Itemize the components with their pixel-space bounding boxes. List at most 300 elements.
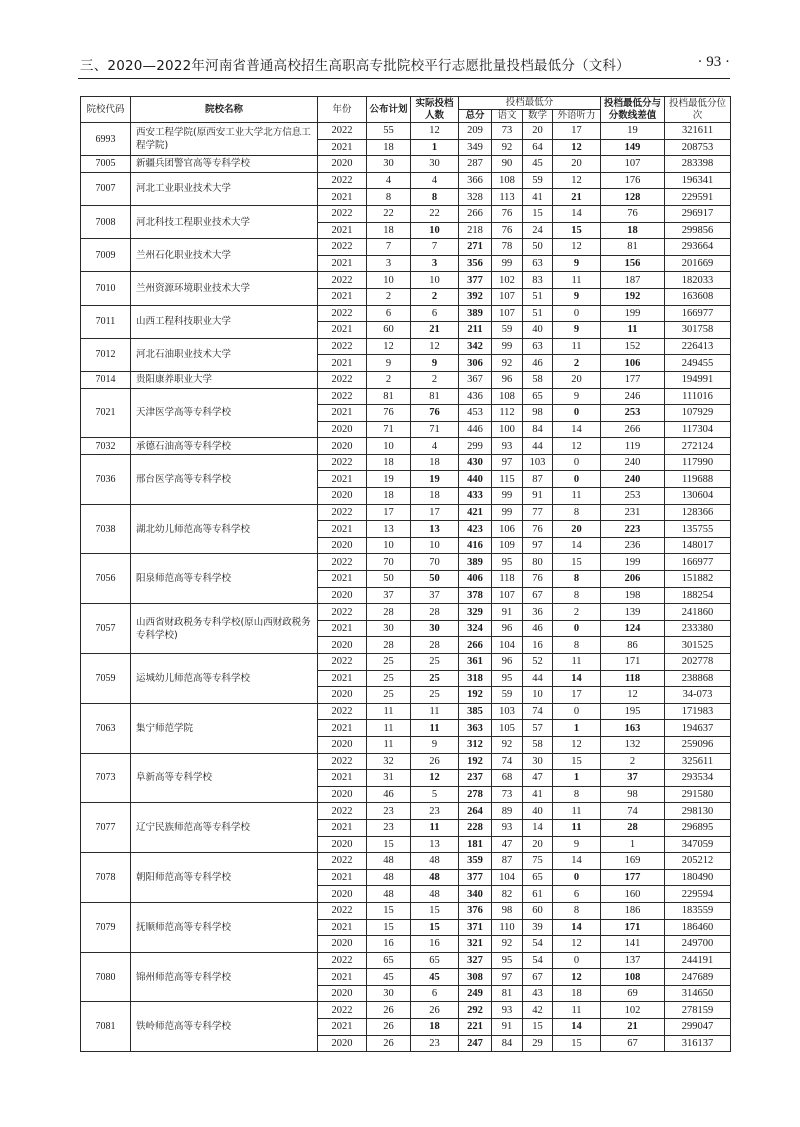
cell-diff: 149 [601, 139, 665, 156]
cell-rank: 291580 [665, 786, 731, 803]
cell-year: 2020 [318, 537, 367, 554]
cell-listening: 11 [553, 803, 601, 820]
cell-listening: 12 [553, 172, 601, 189]
cell-plan: 6 [367, 305, 411, 322]
cell-math: 52 [523, 654, 553, 671]
cell-chinese: 95 [492, 670, 523, 687]
cell-diff: 177 [601, 371, 665, 388]
cell-chinese: 105 [492, 720, 523, 737]
cell-year: 2022 [318, 205, 367, 222]
cell-math: 87 [523, 471, 553, 488]
cell-math: 84 [523, 421, 553, 438]
cell-math: 30 [523, 753, 553, 770]
cell-rank: 298130 [665, 803, 731, 820]
cell-chinese: 89 [492, 803, 523, 820]
cell-chinese: 76 [492, 205, 523, 222]
cell-plan: 76 [367, 405, 411, 422]
school-name: 阜新高等专科学校 [131, 753, 318, 803]
cell-rank: 296895 [665, 819, 731, 836]
school-name: 运城幼儿师范高等专科学校 [131, 654, 318, 704]
cell-plan: 28 [367, 637, 411, 654]
cell-actual: 71 [411, 421, 459, 438]
cell-chinese: 102 [492, 272, 523, 289]
cell-chinese: 97 [492, 454, 523, 471]
cell-actual: 28 [411, 637, 459, 654]
school-code: 7032 [81, 438, 131, 455]
cell-actual: 76 [411, 405, 459, 422]
cell-actual: 6 [411, 305, 459, 322]
cell-rank: 259096 [665, 736, 731, 753]
cell-actual: 2 [411, 288, 459, 305]
cell-total: 377 [459, 869, 492, 886]
cell-year: 2021 [318, 819, 367, 836]
cell-year: 2022 [318, 952, 367, 969]
page-header [80, 54, 730, 76]
cell-chinese: 93 [492, 1002, 523, 1019]
school-code: 7012 [81, 338, 131, 371]
cell-total: 192 [459, 687, 492, 704]
cell-diff: 139 [601, 604, 665, 621]
cell-math: 15 [523, 205, 553, 222]
cell-total: 389 [459, 554, 492, 571]
cell-listening: 0 [553, 305, 601, 322]
table-row [81, 239, 731, 256]
cell-listening: 1 [553, 720, 601, 737]
cell-diff: 124 [601, 620, 665, 637]
cell-listening: 11 [553, 1002, 601, 1019]
cell-listening: 8 [553, 902, 601, 919]
cell-listening: 2 [553, 355, 601, 372]
cell-rank: 117990 [665, 454, 731, 471]
cell-total: 329 [459, 604, 492, 621]
cell-year: 2022 [318, 239, 367, 256]
cell-diff: 171 [601, 919, 665, 936]
cell-actual: 18 [411, 488, 459, 505]
cell-year: 2020 [318, 488, 367, 505]
cell-actual: 70 [411, 554, 459, 571]
school-code: 7081 [81, 1002, 131, 1052]
cell-year: 2022 [318, 703, 367, 720]
cell-year: 2020 [318, 438, 367, 455]
cell-chinese: 92 [492, 736, 523, 753]
cell-total: 430 [459, 454, 492, 471]
cell-total: 361 [459, 654, 492, 671]
cell-rank: 233380 [665, 620, 731, 637]
cell-total: 312 [459, 736, 492, 753]
cell-chinese: 99 [492, 488, 523, 505]
cell-year: 2020 [318, 1035, 367, 1052]
cell-diff: 12 [601, 687, 665, 704]
cell-actual: 50 [411, 571, 459, 588]
cell-chinese: 107 [492, 288, 523, 305]
cell-total: 299 [459, 438, 492, 455]
cell-chinese: 91 [492, 604, 523, 621]
cell-plan: 17 [367, 504, 411, 521]
cell-chinese: 107 [492, 305, 523, 322]
cell-math: 39 [523, 919, 553, 936]
cell-math: 42 [523, 1002, 553, 1019]
cell-plan: 10 [367, 537, 411, 554]
cell-rank: 229594 [665, 886, 731, 903]
cell-diff: 199 [601, 554, 665, 571]
cell-actual: 8 [411, 189, 459, 206]
cell-math: 15 [523, 1019, 553, 1036]
cell-chinese: 106 [492, 521, 523, 538]
cell-year: 2020 [318, 587, 367, 604]
cell-math: 51 [523, 305, 553, 322]
cell-rank: 107929 [665, 405, 731, 422]
school-code: 7010 [81, 272, 131, 305]
cell-plan: 18 [367, 488, 411, 505]
cell-listening: 14 [553, 205, 601, 222]
cell-listening: 11 [553, 272, 601, 289]
cell-chinese: 99 [492, 255, 523, 272]
cell-year: 2021 [318, 1019, 367, 1036]
cell-listening: 15 [553, 1035, 601, 1052]
cell-rank: 244191 [665, 952, 731, 969]
cell-plan: 31 [367, 770, 411, 787]
cell-year: 2022 [318, 654, 367, 671]
school-code: 7059 [81, 654, 131, 704]
cell-plan: 45 [367, 969, 411, 986]
col-header-plan: 公布计划 [367, 97, 411, 123]
cell-chinese: 59 [492, 322, 523, 339]
cell-total: 192 [459, 753, 492, 770]
cell-plan: 70 [367, 554, 411, 571]
cell-diff: 240 [601, 454, 665, 471]
cell-chinese: 59 [492, 687, 523, 704]
school-code: 7063 [81, 703, 131, 753]
cell-diff: 76 [601, 205, 665, 222]
cell-math: 91 [523, 488, 553, 505]
col-header-min-score-group: 投档最低分 [459, 97, 601, 110]
cell-chinese: 92 [492, 355, 523, 372]
cell-listening: 8 [553, 786, 601, 803]
cell-plan: 9 [367, 355, 411, 372]
cell-year: 2021 [318, 770, 367, 787]
cell-listening: 12 [553, 139, 601, 156]
cell-total: 181 [459, 836, 492, 853]
cell-total: 359 [459, 853, 492, 870]
school-code: 7079 [81, 902, 131, 952]
table-row [81, 305, 731, 322]
cell-actual: 3 [411, 255, 459, 272]
cell-actual: 18 [411, 454, 459, 471]
table-row [81, 205, 731, 222]
cell-year: 2022 [318, 272, 367, 289]
cell-listening: 8 [553, 571, 601, 588]
cell-total: 371 [459, 919, 492, 936]
cell-plan: 32 [367, 753, 411, 770]
cell-diff: 67 [601, 1035, 665, 1052]
cell-total: 308 [459, 969, 492, 986]
cell-diff: 152 [601, 338, 665, 355]
cell-math: 45 [523, 156, 553, 173]
cell-math: 40 [523, 803, 553, 820]
cell-actual: 18 [411, 1019, 459, 1036]
cell-diff: 163 [601, 720, 665, 737]
cell-listening: 15 [553, 222, 601, 239]
cell-year: 2021 [318, 255, 367, 272]
cell-diff: 240 [601, 471, 665, 488]
cell-chinese: 99 [492, 338, 523, 355]
cell-year: 2022 [318, 1002, 367, 1019]
cell-year: 2020 [318, 637, 367, 654]
cell-diff: 177 [601, 869, 665, 886]
cell-chinese: 91 [492, 1019, 523, 1036]
cell-plan: 11 [367, 720, 411, 737]
cell-year: 2022 [318, 604, 367, 621]
cell-plan: 18 [367, 454, 411, 471]
cell-total: 446 [459, 421, 492, 438]
cell-chinese: 99 [492, 504, 523, 521]
cell-plan: 48 [367, 853, 411, 870]
cell-total: 287 [459, 156, 492, 173]
cell-rank: 241860 [665, 604, 731, 621]
school-name: 阳泉师范高等专科学校 [131, 554, 318, 604]
cell-plan: 25 [367, 654, 411, 671]
cell-plan: 48 [367, 886, 411, 903]
header-row-1 [81, 97, 731, 110]
cell-rank: 188254 [665, 587, 731, 604]
cell-year: 2022 [318, 803, 367, 820]
cell-math: 58 [523, 371, 553, 388]
cell-year: 2022 [318, 172, 367, 189]
cell-chinese: 113 [492, 189, 523, 206]
cell-math: 75 [523, 853, 553, 870]
cell-listening: 21 [553, 189, 601, 206]
cell-diff: 195 [601, 703, 665, 720]
cell-diff: 81 [601, 239, 665, 256]
cell-diff: 253 [601, 405, 665, 422]
cell-chinese: 103 [492, 703, 523, 720]
cell-year: 2021 [318, 969, 367, 986]
cell-math: 44 [523, 670, 553, 687]
cell-total: 318 [459, 670, 492, 687]
cell-listening: 11 [553, 819, 601, 836]
table-row [81, 902, 731, 919]
cell-year: 2021 [318, 322, 367, 339]
school-name: 山西工程科技职业大学 [131, 305, 318, 338]
cell-math: 10 [523, 687, 553, 704]
cell-plan: 26 [367, 1035, 411, 1052]
cell-math: 43 [523, 985, 553, 1002]
cell-math: 103 [523, 454, 553, 471]
cell-math: 58 [523, 736, 553, 753]
cell-diff: 236 [601, 537, 665, 554]
school-name: 邢台医学高等专科学校 [131, 454, 318, 504]
cell-math: 47 [523, 770, 553, 787]
cell-actual: 37 [411, 587, 459, 604]
cell-rank: 183559 [665, 902, 731, 919]
cell-math: 83 [523, 272, 553, 289]
cell-chinese: 73 [492, 786, 523, 803]
cell-rank: 249455 [665, 355, 731, 372]
cell-plan: 10 [367, 272, 411, 289]
cell-plan: 2 [367, 371, 411, 388]
table-row [81, 272, 731, 289]
cell-diff: 198 [601, 587, 665, 604]
cell-listening: 17 [553, 687, 601, 704]
cell-total: 436 [459, 388, 492, 405]
cell-rank: 135755 [665, 521, 731, 538]
cell-total: 292 [459, 1002, 492, 1019]
cell-chinese: 109 [492, 537, 523, 554]
table-row [81, 654, 731, 671]
cell-diff: 21 [601, 1019, 665, 1036]
cell-listening: 0 [553, 471, 601, 488]
school-name: 贵阳康养职业大学 [131, 371, 318, 388]
cell-math: 54 [523, 952, 553, 969]
cell-chinese: 90 [492, 156, 523, 173]
cell-math: 41 [523, 189, 553, 206]
cell-chinese: 78 [492, 239, 523, 256]
cell-math: 40 [523, 322, 553, 339]
cell-math: 51 [523, 288, 553, 305]
cell-year: 2022 [318, 554, 367, 571]
cell-actual: 22 [411, 205, 459, 222]
cell-diff: 187 [601, 272, 665, 289]
cell-year: 2020 [318, 836, 367, 853]
school-name: 锦州师范高等专科学校 [131, 952, 318, 1002]
cell-chinese: 93 [492, 438, 523, 455]
cell-total: 367 [459, 371, 492, 388]
cell-year: 2021 [318, 222, 367, 239]
cell-total: 342 [459, 338, 492, 355]
cell-rank: 293534 [665, 770, 731, 787]
cell-total: 392 [459, 288, 492, 305]
cell-chinese: 74 [492, 753, 523, 770]
cell-actual: 11 [411, 720, 459, 737]
cell-actual: 10 [411, 537, 459, 554]
cell-actual: 15 [411, 902, 459, 919]
cell-rank: 194637 [665, 720, 731, 737]
cell-diff: 160 [601, 886, 665, 903]
cell-diff: 2 [601, 753, 665, 770]
school-name: 承德石油高等专科学校 [131, 438, 318, 455]
cell-plan: 28 [367, 604, 411, 621]
cell-chinese: 104 [492, 637, 523, 654]
cell-listening: 2 [553, 604, 601, 621]
cell-actual: 21 [411, 322, 459, 339]
cell-total: 221 [459, 1019, 492, 1036]
school-name: 河北工业职业技术大学 [131, 172, 318, 205]
col-header-chinese: 语文 [492, 110, 523, 123]
col-header-rank: 投档最低分位次 [665, 97, 731, 123]
cell-rank: 202778 [665, 654, 731, 671]
cell-listening: 14 [553, 670, 601, 687]
cell-total: 278 [459, 786, 492, 803]
cell-actual: 5 [411, 786, 459, 803]
admission-score-table [80, 96, 731, 1052]
cell-math: 46 [523, 620, 553, 637]
cell-year: 2022 [318, 338, 367, 355]
cell-year: 2022 [318, 753, 367, 770]
cell-year: 2021 [318, 620, 367, 637]
cell-listening: 0 [553, 454, 601, 471]
cell-math: 57 [523, 720, 553, 737]
cell-listening: 12 [553, 936, 601, 953]
cell-chinese: 97 [492, 969, 523, 986]
cell-diff: 206 [601, 571, 665, 588]
school-code: 7073 [81, 753, 131, 803]
cell-rank: 163608 [665, 288, 731, 305]
cell-total: 327 [459, 952, 492, 969]
cell-total: 421 [459, 504, 492, 521]
cell-plan: 25 [367, 687, 411, 704]
cell-listening: 17 [553, 123, 601, 140]
school-name: 湖北幼儿师范高等专科学校 [131, 504, 318, 554]
cell-actual: 11 [411, 819, 459, 836]
cell-rank: 130604 [665, 488, 731, 505]
col-header-listening: 外语听力 [553, 110, 601, 123]
school-name: 山西省财政税务专科学校(原山西财政税务专科学校) [131, 604, 318, 654]
cell-plan: 50 [367, 571, 411, 588]
cell-actual: 12 [411, 770, 459, 787]
cell-diff: 11 [601, 322, 665, 339]
cell-listening: 0 [553, 703, 601, 720]
cell-math: 36 [523, 604, 553, 621]
cell-math: 29 [523, 1035, 553, 1052]
cell-total: 228 [459, 819, 492, 836]
cell-year: 2021 [318, 405, 367, 422]
cell-rank: 171983 [665, 703, 731, 720]
cell-math: 65 [523, 869, 553, 886]
cell-plan: 23 [367, 819, 411, 836]
cell-rank: 272124 [665, 438, 731, 455]
school-name: 西安工程学院(原西安工业大学北方信息工程学院) [131, 123, 318, 156]
cell-chinese: 115 [492, 471, 523, 488]
col-header-name: 院校名称 [131, 97, 318, 123]
cell-total: 416 [459, 537, 492, 554]
cell-plan: 30 [367, 620, 411, 637]
cell-diff: 102 [601, 1002, 665, 1019]
cell-math: 98 [523, 405, 553, 422]
cell-actual: 9 [411, 736, 459, 753]
cell-year: 2022 [318, 388, 367, 405]
cell-actual: 26 [411, 1002, 459, 1019]
cell-plan: 2 [367, 288, 411, 305]
cell-rank: 166977 [665, 305, 731, 322]
cell-rank: 34-073 [665, 687, 731, 704]
cell-year: 2020 [318, 421, 367, 438]
cell-year: 2020 [318, 687, 367, 704]
cell-listening: 14 [553, 421, 601, 438]
cell-diff: 118 [601, 670, 665, 687]
cell-diff: 28 [601, 819, 665, 836]
cell-year: 2022 [318, 504, 367, 521]
cell-math: 67 [523, 969, 553, 986]
cell-listening: 6 [553, 886, 601, 903]
cell-chinese: 96 [492, 620, 523, 637]
cell-year: 2021 [318, 139, 367, 156]
cell-listening: 9 [553, 255, 601, 272]
cell-diff: 106 [601, 355, 665, 372]
cell-diff: 18 [601, 222, 665, 239]
cell-actual: 15 [411, 919, 459, 936]
cell-diff: 132 [601, 736, 665, 753]
cell-actual: 4 [411, 438, 459, 455]
cell-listening: 11 [553, 654, 601, 671]
cell-total: 406 [459, 571, 492, 588]
table-row [81, 172, 731, 189]
cell-chinese: 47 [492, 836, 523, 853]
school-code: 6993 [81, 123, 131, 156]
cell-year: 2021 [318, 521, 367, 538]
col-header-year: 年份 [318, 97, 367, 123]
table-row [81, 438, 731, 455]
cell-plan: 15 [367, 902, 411, 919]
